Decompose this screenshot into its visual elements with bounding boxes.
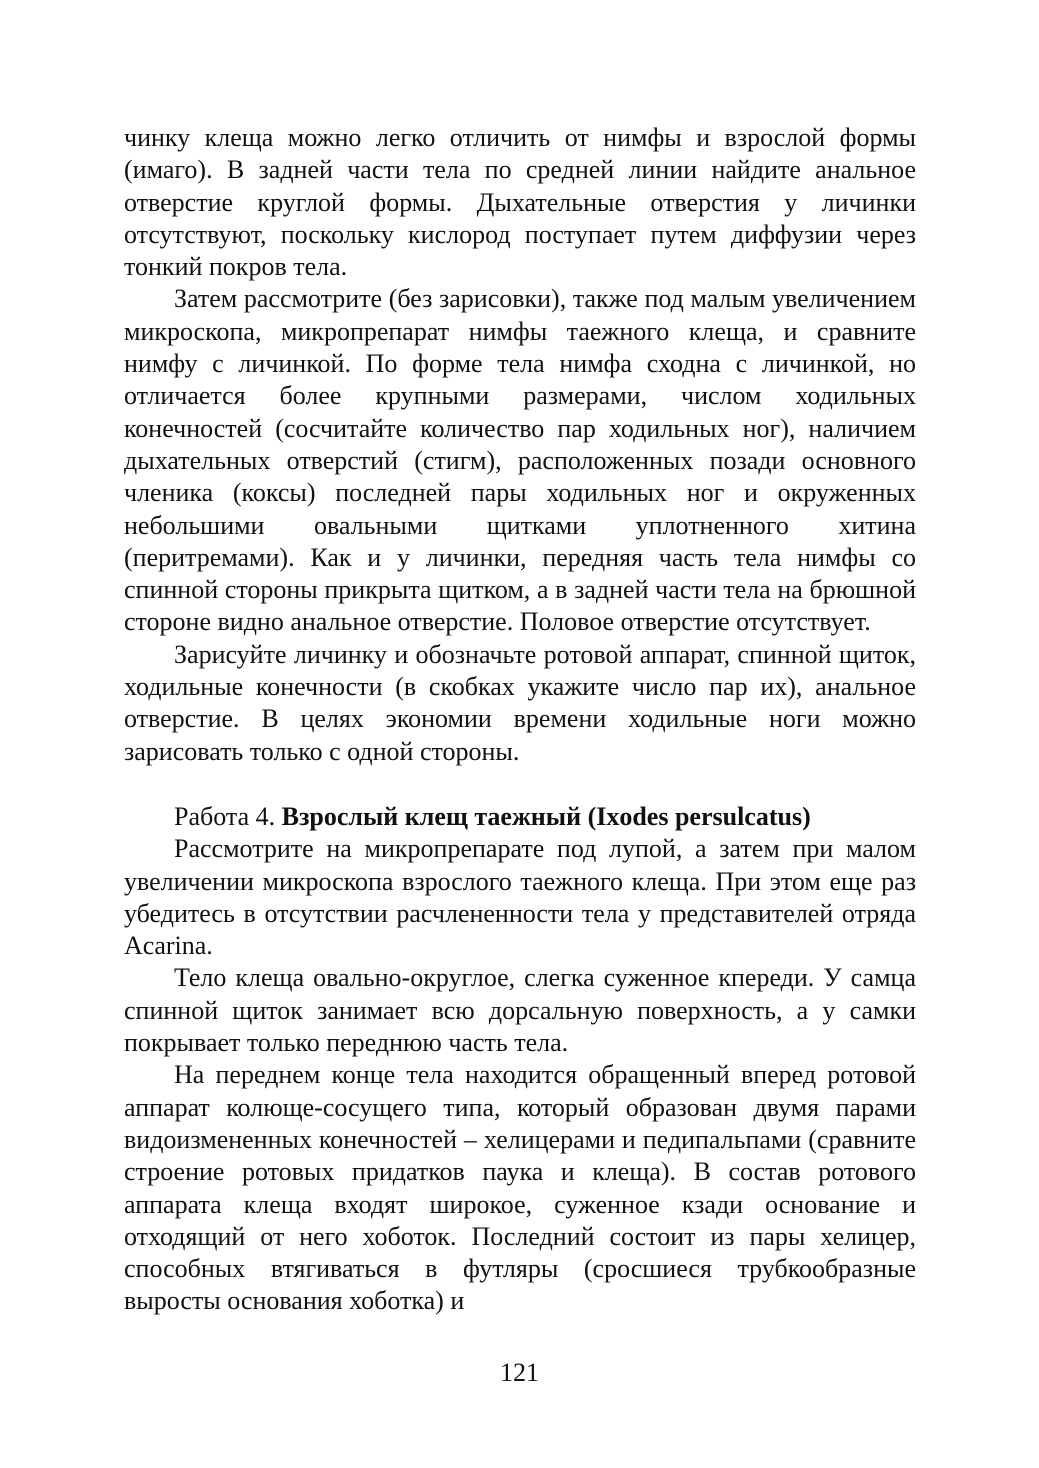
paragraph-continuation: чинку клеща можно легко отличить от нимфы и взрослой формы (имаго). В задней части тела по средней линии найдите анальное отверстие круглой формы. Дыхательные отверстия у личинки отсутствуют, поскольку кислород поступает путем диффузии через тонкий покров тела. — [124, 123, 916, 282]
section-heading — [124, 801, 916, 833]
page-text — [124, 122, 916, 1318]
section-spacer — [124, 768, 916, 801]
paragraph-nymph: Затем рассмотрите (без зарисовки), также под малым увеличением микроскопа, микропрепарат нимфы таежного клеща, и сравните нимфу с личинкой. По форме тела нимфа сходна с личинкой, но отличается более крупными размерами, числом ходильных конечностей (сосчитайте количество пар ходильных ног), наличием дыхательных отверстий (стигм), расположенных позади основного членика (коксы) последней пары ходильных ног и окруженных небольшими овальными щитками уплотненного хитина (перитремами). Как и у личинки, передняя часть тела нимфы со спинной стороны прикрыта щитком, а в задней части тела на брюшной стороне видно анальное отверстие. Половое отверстие отсутствует. — [124, 284, 916, 637]
heading-prefix: Работа 4. — [174, 801, 282, 831]
paragraph-adult-intro: Рассмотрите на микропрепарате под лупой, а затем при малом увеличении микроскопа взрослого таежного клеща. При этом еще раз убедитесь в отсутствии расчлененности тела у представителей отряда Acarina. — [124, 834, 916, 961]
paragraph-drawing-task: Зарисуйте личинку и обозначьте ротовой аппарат, спинной щиток, ходильные конечности (в скобках укажите число пар их), анальное отверстие. В целях экономии времени ходильные ноги можно зарисовать только с одной стороны. — [124, 639, 916, 766]
paragraph-body-shape: Тело клеща овально-округлое, слегка суженное кпереди. У самца спинной щиток занимает всю дорсальную поверхность, а у самки покрывает только переднюю часть тела. — [124, 963, 916, 1058]
heading-title: Взрослый клещ таежный (Ixodes persulcatus) — [281, 801, 811, 831]
paragraph-mouthparts: На переднем конце тела находится обращенный вперед ротовой аппарат колюще-сосущего типа, который образован двумя парами видоизмененных конечностей – хелицерами и педипальпами (сравните строение ротовых придатков паука и клеща). В состав ротового аппарата клеща входят широкое, суженное кзади основание и отходящий от него хоботок. Последний состоит из пары хелицер, способных втягиваться в футляры (сросшиеся трубкообразные выросты основания хоботка) и — [124, 1060, 916, 1316]
page-number: 121 — [500, 1358, 539, 1387]
